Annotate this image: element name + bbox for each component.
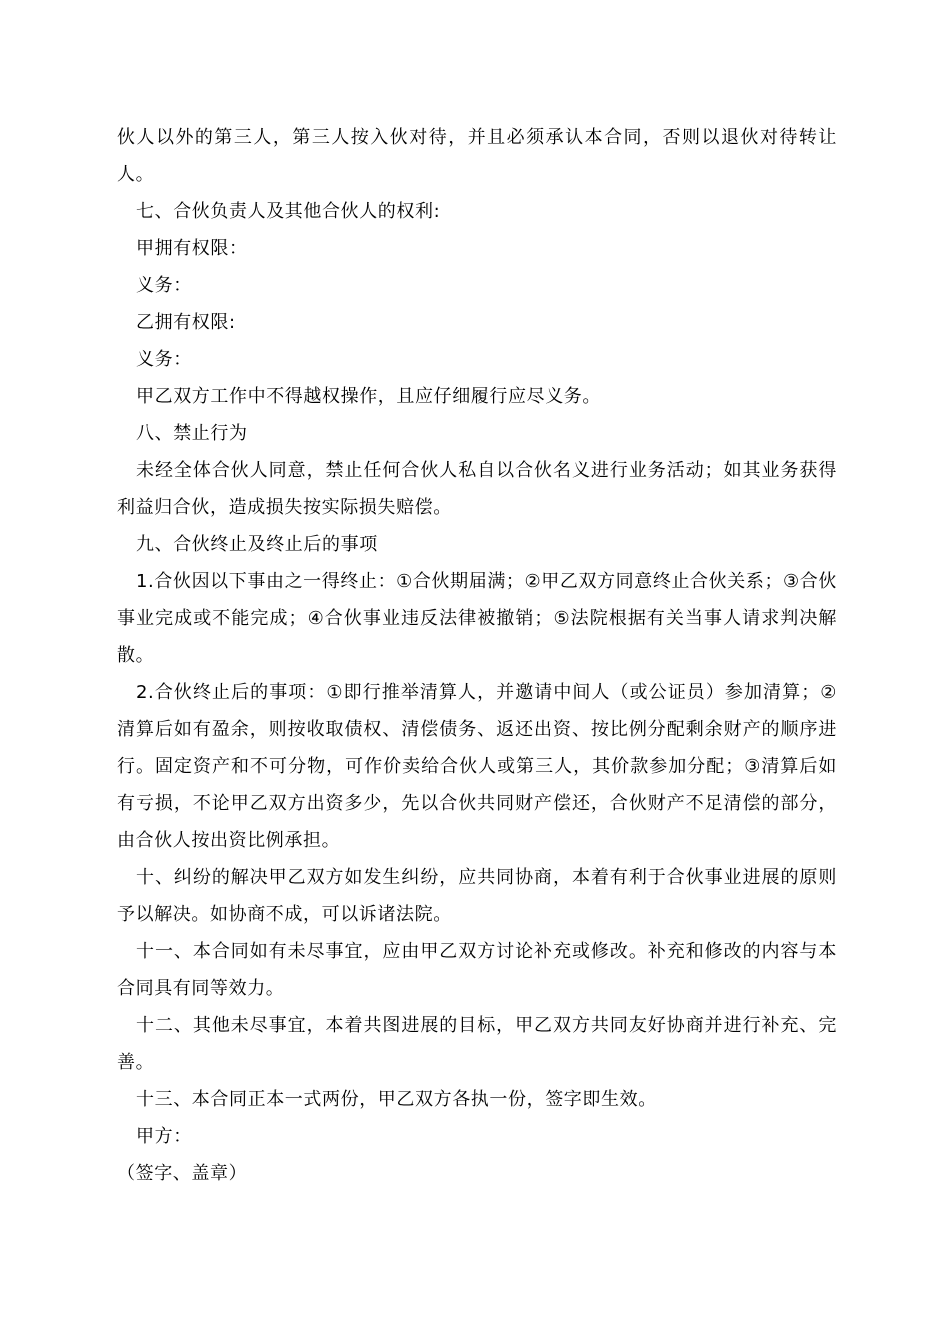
section-7-heading: 七、合伙负责人及其他合伙人的权利: [136,201,441,222]
no-overstep-clause: 甲乙双方工作中不得越权操作，且应仔细履行应尽义务。 [136,386,601,407]
party-b-duties: 义务： [136,349,192,370]
section-13-copies: 十三、本合同正本一式两份，甲乙双方各执一份，签字即生效。 [136,1089,657,1110]
post-termination-paragraph: 2.合伙终止后的事项：①即行推举清算人，并邀请中间人（或公证员）参加清算；②清算后如有盈余，则按收取债权、清偿债务、返还出资、按比例分配剩余财产的顺序进行。固定资产和不可分物，可作价卖给合伙人或第三人，其价款参加分配；③清算后如有亏损，不论甲乙双方出资多少，先以合伙共同财产偿还，合伙财产不足清偿的部分，由合伙人按出资比例承担。 [117,682,837,851]
section-10-dispute: 十、纠纷的解决甲乙双方如发生纠纷，应共同协商，本着有利于合伙事业进展的原则予以解决。如协商不成，可以诉诸法院。 [117,867,837,925]
section-11-amendment: 十一、本合同如有未尽事宜，应由甲乙双方讨论补充或修改。补充和修改的内容与本合同具有同等效力。 [117,941,837,999]
section-12-other: 十二、其他未尽事宜，本着共图进展的目标，甲乙双方共同友好协商并进行补充、完善。 [117,1015,837,1073]
termination-causes-paragraph: 1.合伙因以下事由之一得终止：①合伙期届满；②甲乙双方同意终止合伙关系；③合伙事业完成或不能完成；④合伙事业违反法律被撤销；⑤法院根据有关当事人请求判决解散。 [117,571,837,666]
section-8-heading: 八、禁止行为 [136,423,248,444]
paragraph-continuation: 伙人以外的第三人，第三人按入伙对待，并且必须承认本合同，否则以退伙对待转让人。 [117,127,837,185]
party-a-signature-label: 甲方： [136,1126,192,1147]
prohibited-acts-paragraph: 未经全体合伙人同意，禁止任何合伙人私自以合伙名义进行业务活动；如其业务获得利益归合伙，造成损失按实际损失赔偿。 [117,460,837,518]
party-b-rights: 乙拥有权限: [136,312,236,333]
sign-and-seal-note: （签字、盖章） [117,1163,248,1184]
party-a-duties: 义务： [136,275,192,296]
party-a-rights: 甲拥有权限： [136,238,248,259]
document-page [117,119,837,1192]
section-9-heading: 九、合伙终止及终止后的事项 [136,534,378,555]
